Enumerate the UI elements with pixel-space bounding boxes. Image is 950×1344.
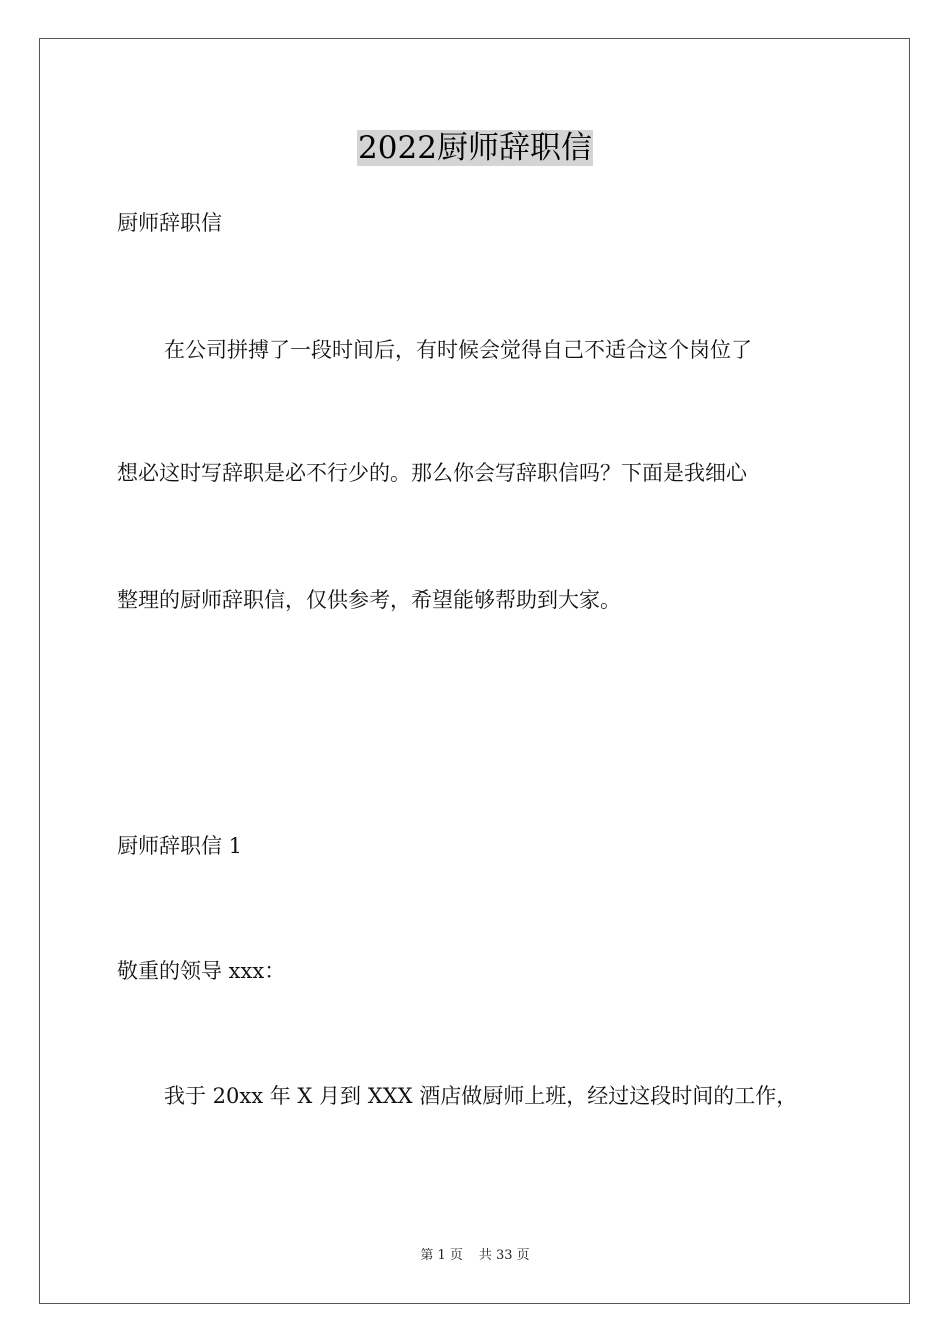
section-heading: 厨师辞职信 1 [117, 834, 243, 858]
page-number: 第 1 页 [420, 1248, 463, 1263]
body-line-1: 我于 20xx 年 X 月到 XXX 酒店做厨师上班，经过这段时间的工作， [164, 1084, 798, 1108]
intro-line-1: 在公司拼搏了一段时间后，有时候会觉得自己不适合这个岗位了 [164, 338, 752, 362]
page-footer [0, 1247, 950, 1265]
salutation: 敬重的领导 xxx： [117, 959, 286, 983]
document-subtitle: 厨师辞职信 [117, 211, 222, 235]
document-title [0, 128, 950, 168]
document-title-text: 2022厨师辞职信 [358, 130, 592, 166]
intro-line-2: 想必这时写辞职是必不行少的。那么你会写辞职信吗？下面是我细心 [117, 461, 747, 485]
page-total: 共 33 页 [478, 1248, 530, 1263]
intro-line-3: 整理的厨师辞职信，仅供参考，希望能够帮助到大家。 [117, 588, 621, 612]
